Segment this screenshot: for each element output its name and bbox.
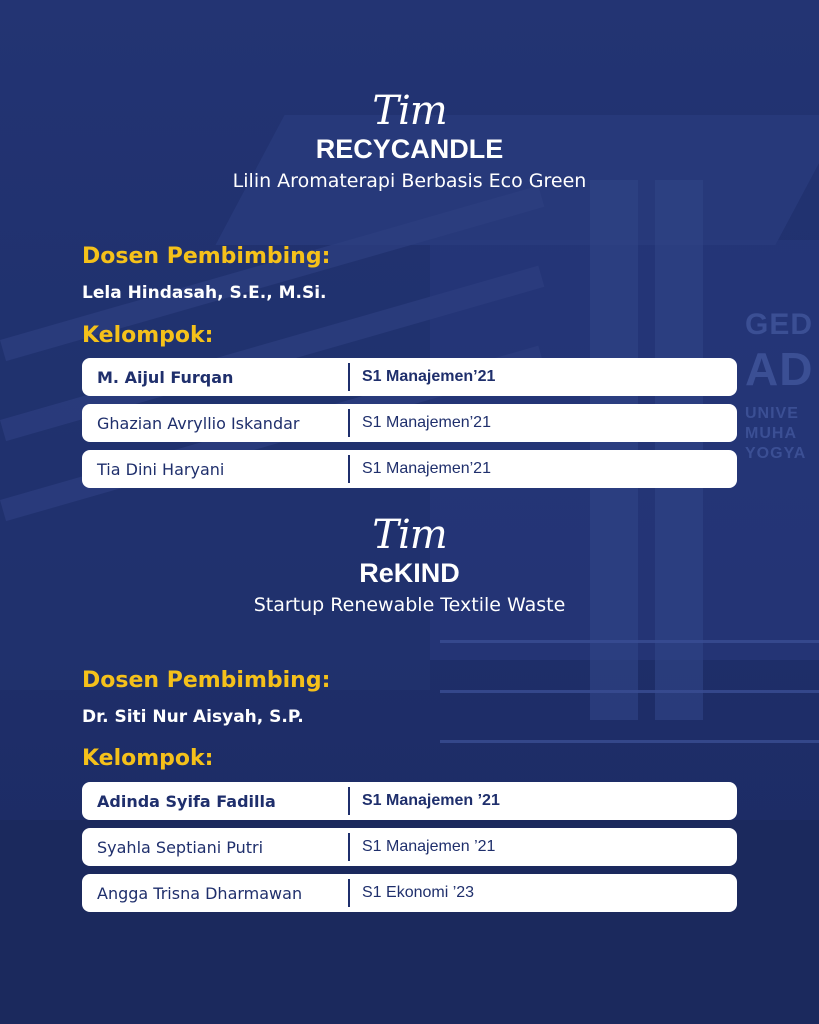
building-sign-text: UNIVE	[745, 405, 799, 422]
team-subtitle: Startup Renewable Textile Waste	[253, 594, 566, 616]
member-name: Ghazian Avryllio Iskandar	[97, 413, 300, 433]
team-script-title: Tim	[372, 88, 447, 134]
member-table	[82, 782, 737, 920]
team-header-rekind	[0, 512, 819, 618]
member-program: S1 Manajemen’21	[362, 368, 496, 385]
group-label: Kelompok:	[82, 323, 214, 348]
member-program: S1 Ekonomi ’23	[362, 884, 475, 901]
member-name: M. Aijul Furqan	[97, 367, 234, 387]
advisor-name: Dr. Siti Nur Aisyah, S.P.	[82, 707, 304, 727]
building-sign-text: MUHA	[745, 425, 797, 442]
table-row	[82, 782, 737, 820]
member-program: S1 Manajemen ’21	[362, 838, 496, 855]
team-header-recycandle	[0, 88, 819, 194]
building-sign-text: AD	[745, 343, 814, 395]
member-program: S1 Manajemen’21	[362, 460, 491, 477]
member-table	[82, 358, 737, 496]
building-sign-text: YOGYA	[745, 445, 807, 462]
advisor-name: Lela Hindasah, S.E., M.Si.	[82, 283, 327, 303]
team-name: ReKIND	[359, 558, 460, 588]
table-row	[82, 874, 737, 912]
member-name: Adinda Syifa Fadilla	[97, 791, 276, 811]
member-name: Angga Trisna Dharmawan	[97, 883, 303, 903]
member-program: S1 Manajemen’21	[362, 414, 491, 431]
team-subtitle: Lilin Aromaterapi Berbasis Eco Green	[232, 170, 587, 192]
member-name: Syahla Septiani Putri	[97, 837, 264, 857]
table-row	[82, 404, 737, 442]
table-row	[82, 828, 737, 866]
table-row	[82, 358, 737, 396]
team-script-title: Tim	[372, 512, 447, 558]
building-sign-text: GED	[745, 308, 814, 341]
member-name: Tia Dini Haryani	[97, 459, 225, 479]
group-label: Kelompok:	[82, 746, 214, 771]
advisor-label: Dosen Pembimbing:	[82, 244, 331, 269]
table-row	[82, 450, 737, 488]
team-name: RECYCANDLE	[315, 134, 504, 164]
member-program: S1 Manajemen ’21	[362, 792, 500, 809]
advisor-label: Dosen Pembimbing:	[82, 668, 331, 693]
